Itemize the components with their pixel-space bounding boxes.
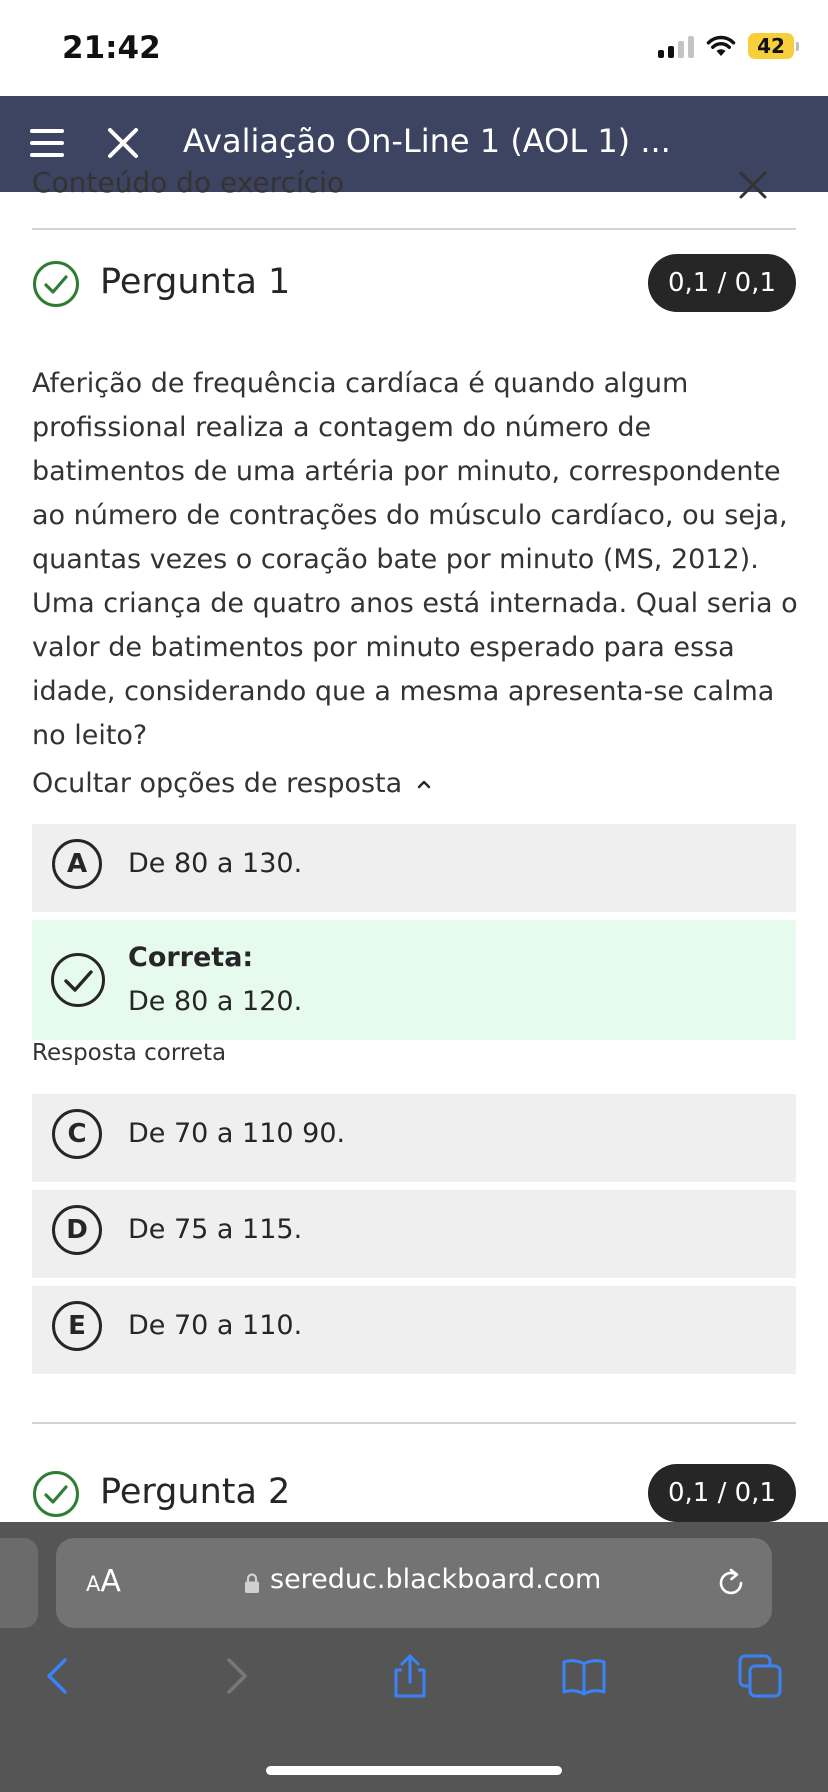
answer-option-e[interactable] [32, 1286, 796, 1374]
lock-icon [244, 1572, 260, 1594]
close-button[interactable] [106, 126, 140, 160]
menu-button[interactable] [30, 129, 64, 157]
hide-options-toggle[interactable] [32, 768, 432, 799]
question-title: Pergunta 1 [100, 262, 291, 302]
correct-answer-note: Resposta correta [32, 1040, 227, 1066]
answer-option-a[interactable] [32, 824, 796, 912]
divider [32, 1422, 796, 1424]
back-icon[interactable] [34, 1652, 82, 1700]
page-title: Avaliação On-Line 1 (AOL 1) ... [183, 122, 671, 160]
option-text: De 80 a 120. [128, 986, 303, 1017]
option-letter: E [52, 1301, 102, 1351]
check-circle-icon [32, 260, 80, 308]
toggle-label: Ocultar opções de resposta [32, 768, 403, 799]
status-time: 21:42 [62, 30, 161, 66]
option-letter: D [52, 1205, 102, 1255]
question-header [32, 254, 796, 314]
score-badge: 0,1 / 0,1 [648, 1464, 796, 1522]
chevron-up-icon [416, 776, 432, 792]
option-text: De 80 a 130. [128, 848, 303, 879]
check-circle-icon [50, 952, 106, 1008]
question-paragraph: Uma criança de quatro anos está internada. Qual seria o valor de batimentos por minuto esperado para essa idade, considerando que a mesma apresenta-se calma no leito? [32, 588, 798, 751]
battery-icon: 42 [748, 33, 794, 59]
address-bar[interactable] [56, 1538, 772, 1628]
home-indicator [266, 1766, 562, 1775]
divider [32, 228, 796, 230]
share-icon[interactable] [386, 1652, 434, 1700]
previous-tab-peek[interactable] [0, 1538, 38, 1628]
question-paragraph: Aferição de frequência cardíaca é quando algum profissional realiza a contagem do número de batimentos de uma artéria por minuto, correspondente ao número de contrações do músculo cardíaco, ou seja, quantas vezes o coração bate por minuto (MS, 2012). [32, 368, 788, 575]
reload-icon[interactable] [714, 1566, 748, 1600]
answer-option-d[interactable] [32, 1190, 796, 1278]
tabs-icon[interactable] [736, 1652, 784, 1700]
status-bar [0, 0, 828, 96]
option-letter: C [52, 1109, 102, 1159]
option-letter: A [52, 839, 102, 889]
exercise-content[interactable] [0, 166, 828, 1522]
question-text [32, 362, 802, 758]
question-title: Pergunta 2 [100, 1472, 291, 1512]
bookmarks-icon[interactable] [560, 1652, 608, 1700]
reader-text-size-button[interactable]: AA [86, 1564, 121, 1599]
option-text: De 75 a 115. [128, 1214, 303, 1245]
close-icon[interactable] [738, 170, 768, 200]
cellular-signal-icon [658, 34, 694, 58]
answer-option-b[interactable] [32, 920, 796, 1040]
status-icons [658, 33, 794, 59]
section-heading: Conteúdo do exercício [32, 166, 345, 199]
score-badge: 0,1 / 0,1 [648, 254, 796, 312]
option-text: De 70 a 110. [128, 1310, 303, 1341]
check-circle-icon [32, 1470, 80, 1518]
question-header [32, 1464, 796, 1524]
forward-icon[interactable] [212, 1652, 260, 1700]
wifi-icon [706, 34, 736, 58]
correct-label: Correta: [128, 942, 254, 973]
browser-toolbar [0, 1522, 828, 1792]
answer-option-c[interactable] [32, 1094, 796, 1182]
option-text: De 70 a 110 90. [128, 1118, 346, 1149]
url-text: sereduc.blackboard.com [270, 1564, 602, 1595]
